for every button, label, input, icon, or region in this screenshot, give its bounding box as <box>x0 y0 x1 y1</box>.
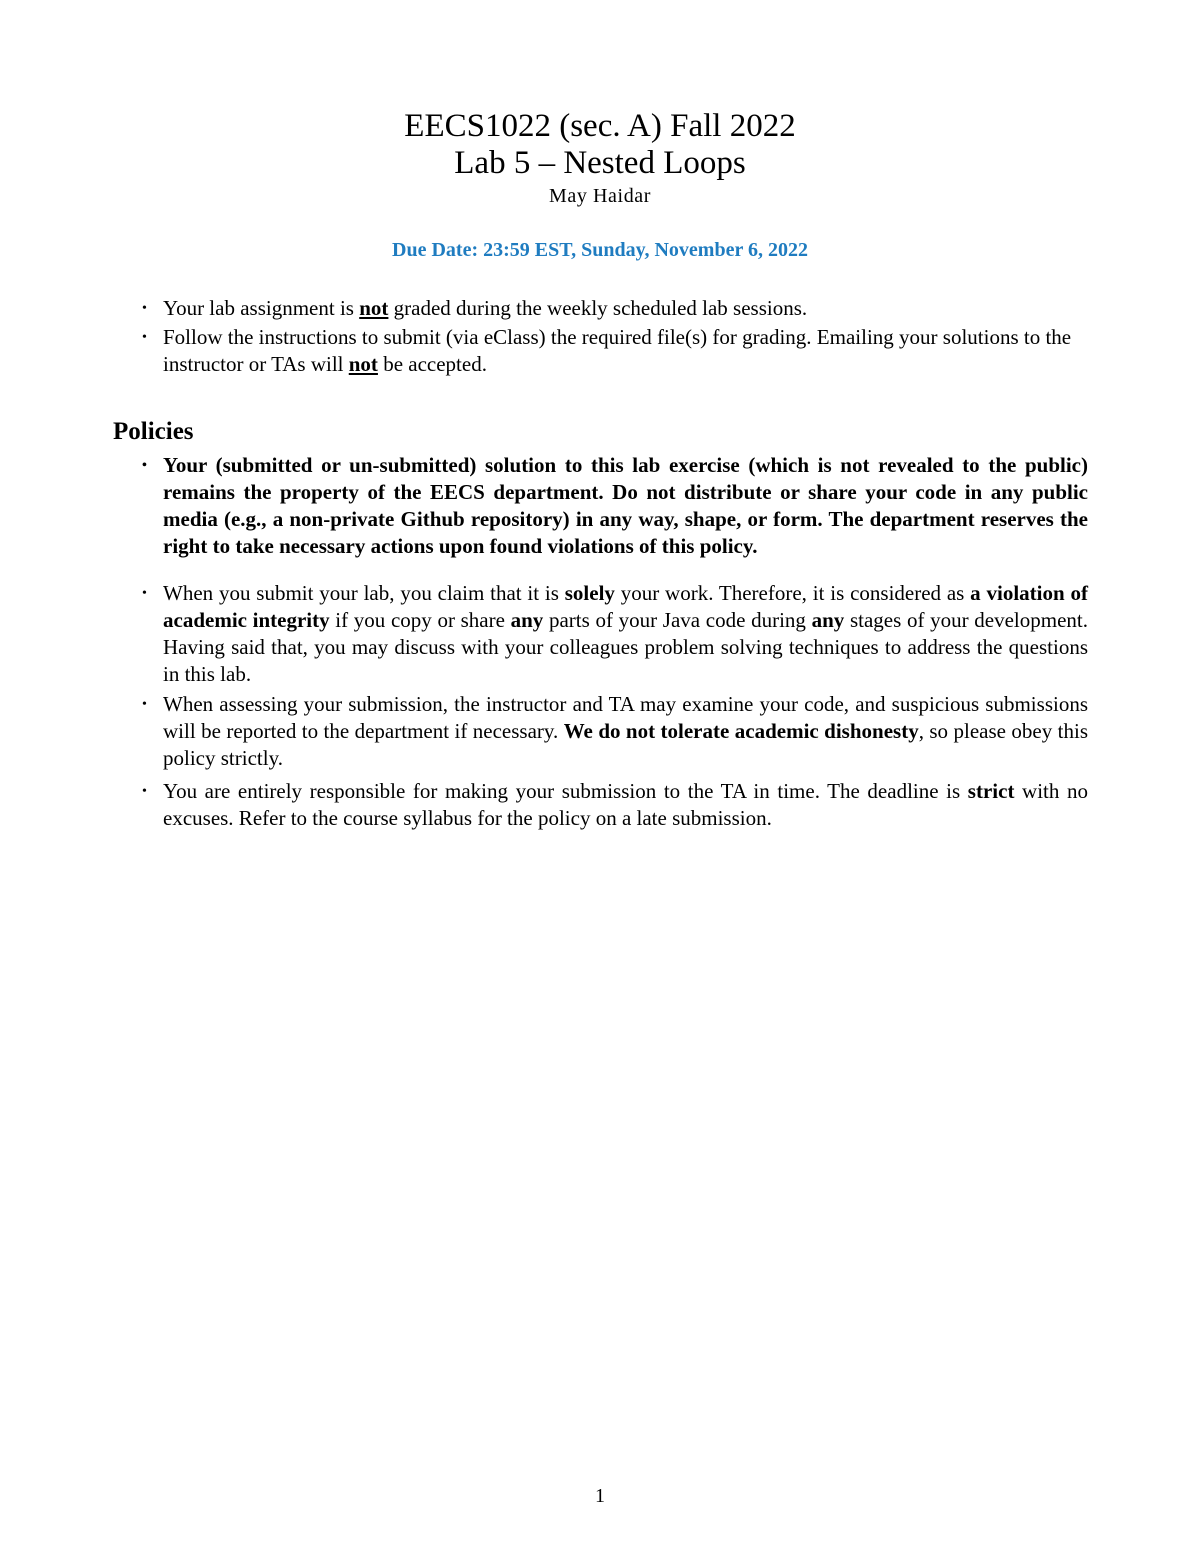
policy-item-emphasis: strict <box>967 779 1015 803</box>
intro-item-text: graded during the weekly scheduled lab sessions. <box>388 296 808 320</box>
policy-item-emphasis: We do not tolerate academic dishonesty <box>563 719 919 743</box>
intro-list <box>142 295 1088 380</box>
policy-item-text: if you copy or share <box>329 608 511 632</box>
intro-item-grading <box>142 295 1088 322</box>
intro-item-emphasis: not <box>348 352 378 376</box>
intro-item-text: Follow the instructions to submit (via eClass) the required file(s) for grading. Emailing your solutions to the instructor or TAs will <box>163 325 1072 376</box>
intro-item-text: be accepted. <box>377 352 487 376</box>
bullet-icon: • <box>142 784 147 799</box>
intro-item-text: Your lab assignment is <box>163 296 360 320</box>
policy-item-text: with no excuses. Refer to the course syllabus for the policy on a late submission. <box>163 779 1088 830</box>
page-number: 1 <box>595 1485 605 1507</box>
policy-item-assessment <box>142 691 1088 772</box>
policy-item-emphasis: solely <box>564 581 615 605</box>
policy-item-text: You are entirely responsible for making your submission to the TA in time. The deadline is <box>163 779 968 803</box>
intro-item-submission <box>142 324 1088 378</box>
due-date: Due Date: 23:59 EST, Sunday, November 6, 2022 <box>392 239 808 261</box>
policy-item-text: parts of your Java code during <box>543 608 812 632</box>
bullet-icon: • <box>142 330 147 345</box>
course-title: EECS1022 (sec. A) Fall 2022 <box>404 108 796 144</box>
policy-item-text: When assessing your submission, the instructor and TA may examine your code, and suspicious submissions will be reported to the department if necessary. <box>163 692 1088 743</box>
policy-item-text: When you submit your lab, you claim that it is <box>163 581 565 605</box>
bullet-icon: • <box>142 586 147 601</box>
bullet-icon: • <box>142 458 147 473</box>
policy-item-emphasis: a violation of academic integrity <box>163 581 1088 632</box>
policy-item-text: Your (submitted or un-submitted) solution to this lab exercise (which is not revealed to the public) remains the property of the EECS department. Do not distribute or share your code in any public media (e.g., a non-private Github repository) in any way, shape, or form. The department reserves the right to take necessary actions upon found violations of this policy. <box>163 453 1088 558</box>
policies-heading: Policies <box>113 418 194 445</box>
policy-list <box>142 452 1088 832</box>
policy-item-text: , so please obey this policy strictly. <box>163 719 1088 770</box>
policy-item-emphasis: any <box>811 608 845 632</box>
author-name: May Haidar <box>548 185 652 207</box>
lab-title: Lab 5 – Nested Loops <box>454 145 746 181</box>
intro-item-emphasis: not <box>359 296 389 320</box>
policy-item-integrity <box>142 580 1088 688</box>
policy-item-text: your work. Therefore, it is considered as <box>614 581 971 605</box>
policy-item-deadline <box>142 778 1088 832</box>
policy-item-property <box>142 452 1088 560</box>
bullet-icon: • <box>142 697 147 712</box>
policy-item-emphasis: any <box>510 608 544 632</box>
policy-item-text: stages of your development. Having said that, you may discuss with your colleagues problem solving techniques to address the questions in this lab. <box>163 608 1088 686</box>
bullet-icon: • <box>142 301 147 316</box>
